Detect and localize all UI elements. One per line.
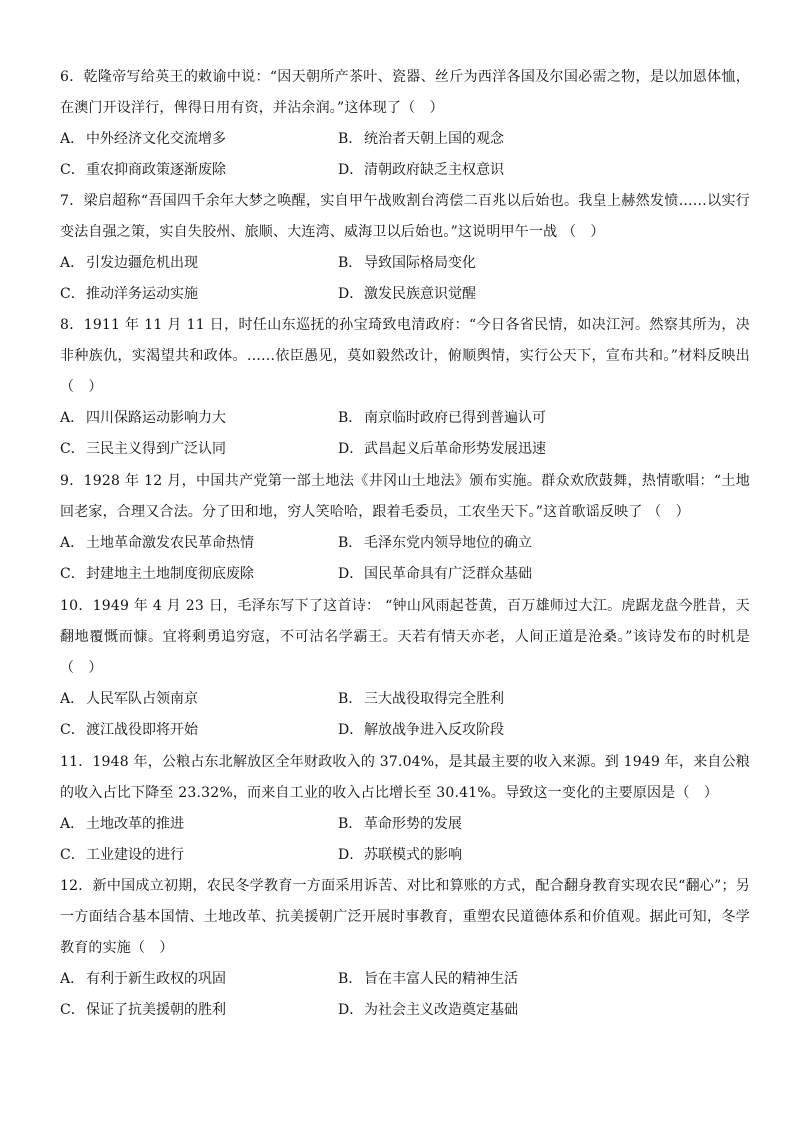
- option-row: [60, 995, 750, 1026]
- option-d[interactable]: [338, 840, 616, 871]
- option-c[interactable]: [60, 279, 338, 310]
- option-letter: B．: [338, 410, 363, 426]
- option-row: [60, 809, 750, 840]
- option-letter: C．: [60, 566, 85, 582]
- question-8: [60, 310, 750, 465]
- option-c[interactable]: [60, 559, 338, 590]
- question-stem: 10．1949 年 4 月 23 日，毛泽东写下了这首诗： “钟山风雨起苍黄，百万雄师过大江。虎踞龙盘今胜昔，天翻地覆慨而慷。宜将剩勇追穷寇，不可沽名学霸王。天若有情天亦老，人间正道是沧桑。”该诗发布的时机是（ ）: [60, 598, 750, 676]
- option-text: 苏联模式的影响: [364, 847, 462, 863]
- option-letter: A．: [60, 410, 85, 426]
- option-d[interactable]: [338, 559, 616, 590]
- option-text: 清朝政府缺乏主权意识: [364, 162, 504, 178]
- option-letter: B．: [338, 535, 363, 551]
- option-text: 激发民族意识觉醒: [364, 286, 476, 302]
- option-c[interactable]: [60, 434, 338, 465]
- option-b[interactable]: [338, 528, 616, 559]
- option-letter: B．: [338, 691, 363, 707]
- option-letter: B．: [338, 971, 363, 987]
- option-letter: D．: [338, 722, 364, 738]
- options: [60, 403, 750, 465]
- option-text: 导致国际格局变化: [364, 255, 476, 271]
- question-7: [60, 186, 750, 310]
- option-text: 三大战役取得完全胜利: [364, 691, 504, 707]
- option-b[interactable]: [338, 809, 616, 840]
- option-text: 工业建设的进行: [86, 847, 184, 863]
- option-letter: A．: [60, 691, 85, 707]
- option-text: 国民革命具有广泛群众基础: [364, 566, 532, 582]
- option-letter: C．: [60, 1002, 85, 1018]
- option-text: 封建地主土地制度彻底废除: [86, 566, 254, 582]
- option-row: [60, 279, 750, 310]
- option-letter: C．: [60, 286, 85, 302]
- option-text: 革命形势的发展: [364, 816, 462, 832]
- question-stem: 7．梁启超称“吾国四千余年大梦之唤醒，实自甲午战败割台湾偿二百兆以后始也。我皇上赫然发愤……以实行变法自强之策，实自失胶州、旅顺、大连湾、威海卫以后始也。”这说明甲午一战 （ ）: [60, 193, 750, 240]
- option-row: [60, 403, 750, 434]
- option-letter: B．: [338, 816, 363, 832]
- option-c[interactable]: [60, 715, 338, 746]
- option-c[interactable]: [60, 155, 338, 186]
- option-a[interactable]: [60, 528, 338, 559]
- option-text: 为社会主义改造奠定基础: [364, 1002, 518, 1018]
- option-d[interactable]: [338, 995, 616, 1026]
- option-text: 渡江战役即将开始: [86, 722, 198, 738]
- option-text: 四川保路运动影响力大: [86, 410, 226, 426]
- option-d[interactable]: [338, 279, 616, 310]
- option-text: 推动洋务运动实施: [86, 286, 198, 302]
- option-b[interactable]: [338, 124, 616, 155]
- question-stem: 9．1928 年 12 月，中国共产党第一部土地法《井冈山土地法》颁布实施。群众欢欣鼓舞，热情歌唱：“土地回老家，合理又合法。分了田和地，穷人笑哈哈，跟着毛委员，工农坐天下。”这首歌谣反映了 （ ）: [60, 473, 750, 520]
- option-text: 武昌起义后革命形势发展迅速: [364, 441, 546, 457]
- question-11: [60, 747, 750, 871]
- option-b[interactable]: [338, 964, 616, 995]
- option-letter: D．: [338, 286, 364, 302]
- option-a[interactable]: [60, 403, 338, 434]
- option-letter: D．: [338, 441, 364, 457]
- option-letter: D．: [338, 1002, 364, 1018]
- option-letter: C．: [60, 441, 85, 457]
- option-letter: C．: [60, 162, 85, 178]
- option-d[interactable]: [338, 715, 616, 746]
- options: [60, 684, 750, 746]
- question-10: [60, 591, 750, 746]
- option-a[interactable]: [60, 809, 338, 840]
- option-b[interactable]: [338, 248, 616, 279]
- option-letter: C．: [60, 722, 85, 738]
- options: [60, 528, 750, 590]
- option-letter: D．: [338, 566, 364, 582]
- option-row: [60, 124, 750, 155]
- question-6: [60, 62, 750, 186]
- question-9: [60, 466, 750, 590]
- option-text: 解放战争进入反攻阶段: [364, 722, 504, 738]
- option-text: 土地革命激发农民革命热情: [86, 535, 254, 551]
- options: [60, 809, 750, 871]
- question-12: [60, 871, 750, 1026]
- option-text: 有利于新生政权的巩固: [86, 971, 226, 987]
- options: [60, 124, 750, 186]
- options: [60, 964, 750, 1026]
- option-c[interactable]: [60, 840, 338, 871]
- option-text: 引发边疆危机出现: [86, 255, 198, 271]
- option-text: 毛泽东党内领导地位的确立: [364, 535, 532, 551]
- option-a[interactable]: [60, 684, 338, 715]
- option-row: [60, 684, 750, 715]
- option-row: [60, 840, 750, 871]
- option-letter: A．: [60, 971, 85, 987]
- option-row: [60, 155, 750, 186]
- option-letter: B．: [338, 255, 363, 271]
- option-text: 统治者天朝上国的观念: [364, 131, 504, 147]
- option-a[interactable]: [60, 124, 338, 155]
- option-text: 重农抑商政策逐渐废除: [86, 162, 226, 178]
- option-d[interactable]: [338, 434, 616, 465]
- option-text: 人民军队占领南京: [86, 691, 198, 707]
- option-letter: A．: [60, 131, 85, 147]
- option-text: 保证了抗美援朝的胜利: [86, 1002, 226, 1018]
- option-a[interactable]: [60, 964, 338, 995]
- option-b[interactable]: [338, 403, 616, 434]
- option-letter: B．: [338, 131, 363, 147]
- option-text: 南京临时政府已得到普遍认可: [364, 410, 546, 426]
- option-letter: A．: [60, 255, 85, 271]
- option-text: 中外经济文化交流增多: [86, 131, 226, 147]
- question-stem: 12．新中国成立初期，农民冬学教育一方面采用诉苦、对比和算账的方式，配合翻身教育实现农民“翻心”；另一方面结合基本国情、土地改革、抗美援朝广泛开展时事教育，重塑农民道德体系和价值观。据此可知，冬学教育的实施（ ）: [60, 878, 750, 956]
- option-letter: A．: [60, 816, 85, 832]
- option-text: 三民主义得到广泛认同: [86, 441, 226, 457]
- option-letter: D．: [338, 162, 364, 178]
- question-stem: 8．1911 年 11 月 11 日，时任山东巡抚的孙宝琦致电清政府：“今日各省民情，如决江河。然察其所为，决非种族仇，实渴望共和政体。……依臣愚见，莫如毅然改计，俯顺舆情，实行公天下，宣布共和。”材料反映出（ ）: [60, 317, 750, 395]
- option-c[interactable]: [60, 995, 338, 1026]
- option-text: 旨在丰富人民的精神生活: [364, 971, 518, 987]
- option-letter: A．: [60, 535, 85, 551]
- option-a[interactable]: [60, 248, 338, 279]
- option-row: [60, 248, 750, 279]
- options: [60, 248, 750, 310]
- option-row: [60, 528, 750, 559]
- option-row: [60, 559, 750, 590]
- option-d[interactable]: [338, 155, 616, 186]
- question-stem: 6．乾隆帝写给英王的敕谕中说：“因天朝所产茶叶、瓷器、丝斤为西洋各国及尔国必需之物，是以加恩体恤，在澳门开设洋行，俾得日用有资，并沾余润。”这体现了（ ）: [60, 69, 750, 116]
- option-b[interactable]: [338, 684, 616, 715]
- option-row: [60, 964, 750, 995]
- option-row: [60, 434, 750, 465]
- option-text: 土地改革的推进: [86, 816, 184, 832]
- option-letter: D．: [338, 847, 364, 863]
- question-stem: 11．1948 年，公粮占东北解放区全年财政收入的 37.04%，是其最主要的收入来源。到 1949 年，来自公粮的收入占比下降至 23.32%，而来自工业的收入占比增长至 30.41%。导致这一变化的主要原因是（ ）: [60, 754, 750, 801]
- option-row: [60, 715, 750, 746]
- option-letter: C．: [60, 847, 85, 863]
